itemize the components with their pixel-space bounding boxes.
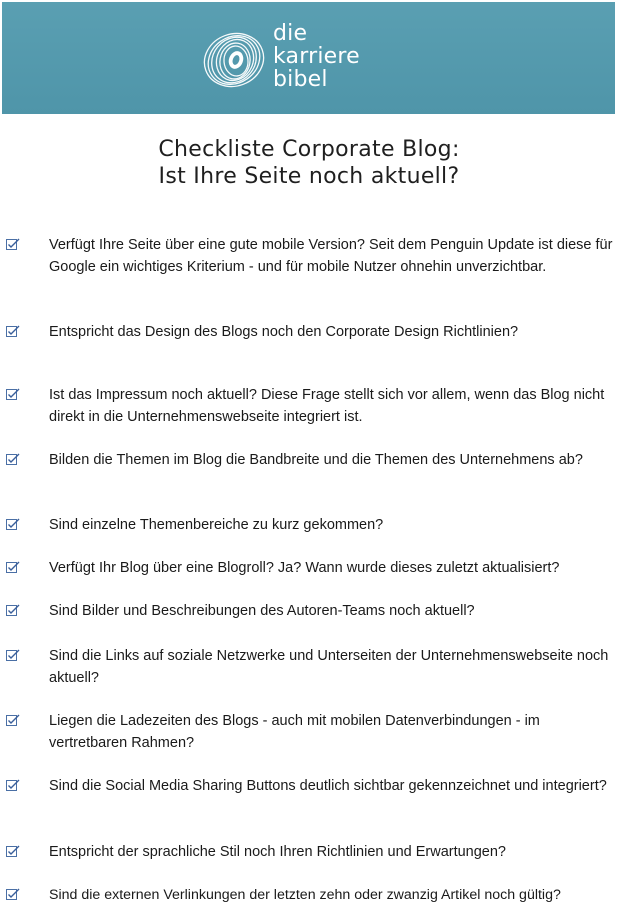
- item-text: Ist das Impressum noch aktuell? Diese Frage stellt sich vor allem, wenn das Blog nicht direkt in die Unternehmenswebseite integriert ist.: [49, 387, 605, 425]
- item-text: Entspricht das Design des Blogs noch den Corporate Design Richtlinien?: [49, 324, 519, 340]
- item-text: Entspricht der sprachliche Stil noch Ihren Richtlinien und Erwartungen?: [49, 844, 506, 860]
- checkbox-check-icon: [6, 649, 20, 661]
- checkbox-check-icon: [6, 845, 20, 857]
- title-line-1: Checkliste Corporate Blog:: [158, 137, 460, 162]
- item-text: Sind einzelne Themenbereiche zu kurz gekommen?: [49, 517, 384, 533]
- checkbox-check-icon: [6, 714, 20, 726]
- checkbox-check-icon: [6, 604, 20, 616]
- brand-line-2: karriere: [273, 44, 360, 69]
- item-text: Verfügt Ihr Blog über eine Blogroll? Ja? Wann wurde dieses zuletzt aktualisiert?: [49, 560, 560, 576]
- checkbox-check-icon: [6, 561, 20, 573]
- item-text: Sind die Social Media Sharing Buttons deutlich sichtbar gekennzeichnet und integriert?: [49, 778, 607, 794]
- brand-line-3: bibel: [273, 67, 328, 92]
- checkbox-check-icon: [6, 238, 20, 250]
- checkbox-check-icon: [6, 453, 20, 465]
- checkbox-check-icon: [6, 518, 20, 530]
- item-text: Verfügt Ihre Seite über eine gute mobile Version? Seit dem Penguin Update ist diese für Google ein wichtiges Kriterium - und für mobile Nutzer ohnehin unverzichtbar.: [49, 237, 613, 275]
- item-text: Bilden die Themen im Blog die Bandbreite und die Themen des Unternehmens ab?: [49, 452, 583, 468]
- item-text: Sind die externen Verlinkungen der letzten zehn oder zwanzig Artikel noch gültig?: [49, 887, 561, 903]
- brand-line-1: die: [273, 21, 308, 46]
- checkbox-check-icon: [6, 325, 20, 337]
- item-text: Liegen die Ladezeiten des Blogs - auch mit mobilen Datenverbindungen - im vertretbaren Rahmen?: [49, 713, 540, 751]
- title-line-2: Ist Ihre Seite noch aktuell?: [158, 164, 460, 189]
- item-text: Sind Bilder und Beschreibungen des Autoren-Teams noch aktuell?: [49, 603, 475, 619]
- checkbox-check-icon: [6, 779, 20, 791]
- item-text: Sind die Links auf soziale Netzwerke und Unterseiten der Unternehmenswebseite noch aktuell?: [49, 648, 609, 686]
- checkbox-check-icon: [6, 388, 20, 400]
- checkbox-check-icon: [6, 888, 20, 900]
